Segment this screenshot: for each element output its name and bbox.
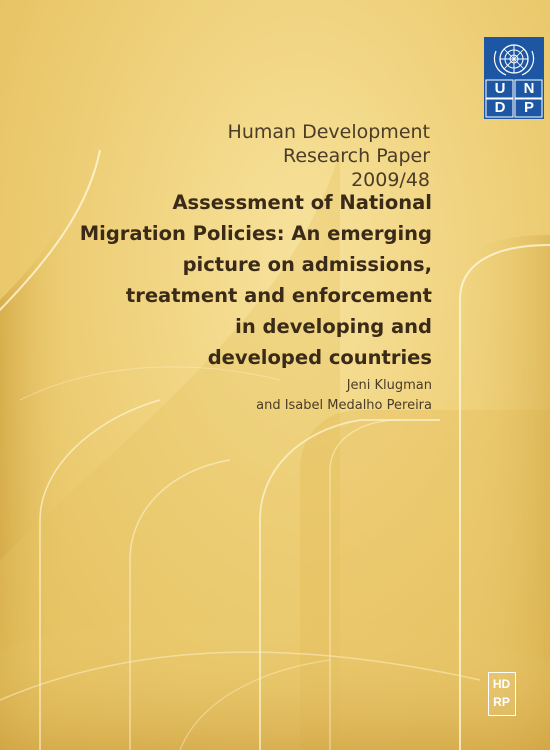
paper-title-line-1: Assessment of National [172, 191, 432, 214]
series-name-line-2: Research Paper [283, 145, 430, 167]
author-line-1: Jeni Klugman [346, 378, 432, 393]
paper-title-line-4: treatment and enforcement [125, 284, 432, 307]
undp-logo [484, 37, 544, 119]
paper-title-line-6: developed countries [207, 346, 432, 369]
hdrp-logo-line-1: HD [492, 677, 511, 691]
hdrp-logo [488, 672, 516, 716]
hdrp-logo-line-2: RP [493, 695, 510, 709]
undp-letter-p: P [523, 99, 534, 116]
undp-letter-u: U [494, 80, 506, 97]
paper-number: 2009/48 [351, 169, 430, 191]
series-name-line-1: Human Development [227, 121, 430, 143]
author-line-2: and Isabel Medalho Pereira [256, 398, 432, 413]
undp-letter-d: D [494, 99, 506, 116]
undp-letter-n: N [523, 80, 535, 97]
paper-title-line-5: in developing and [235, 315, 432, 338]
paper-title-line-2: Migration Policies: An emerging [79, 222, 432, 245]
paper-title-line-3: picture on admissions, [182, 253, 432, 276]
